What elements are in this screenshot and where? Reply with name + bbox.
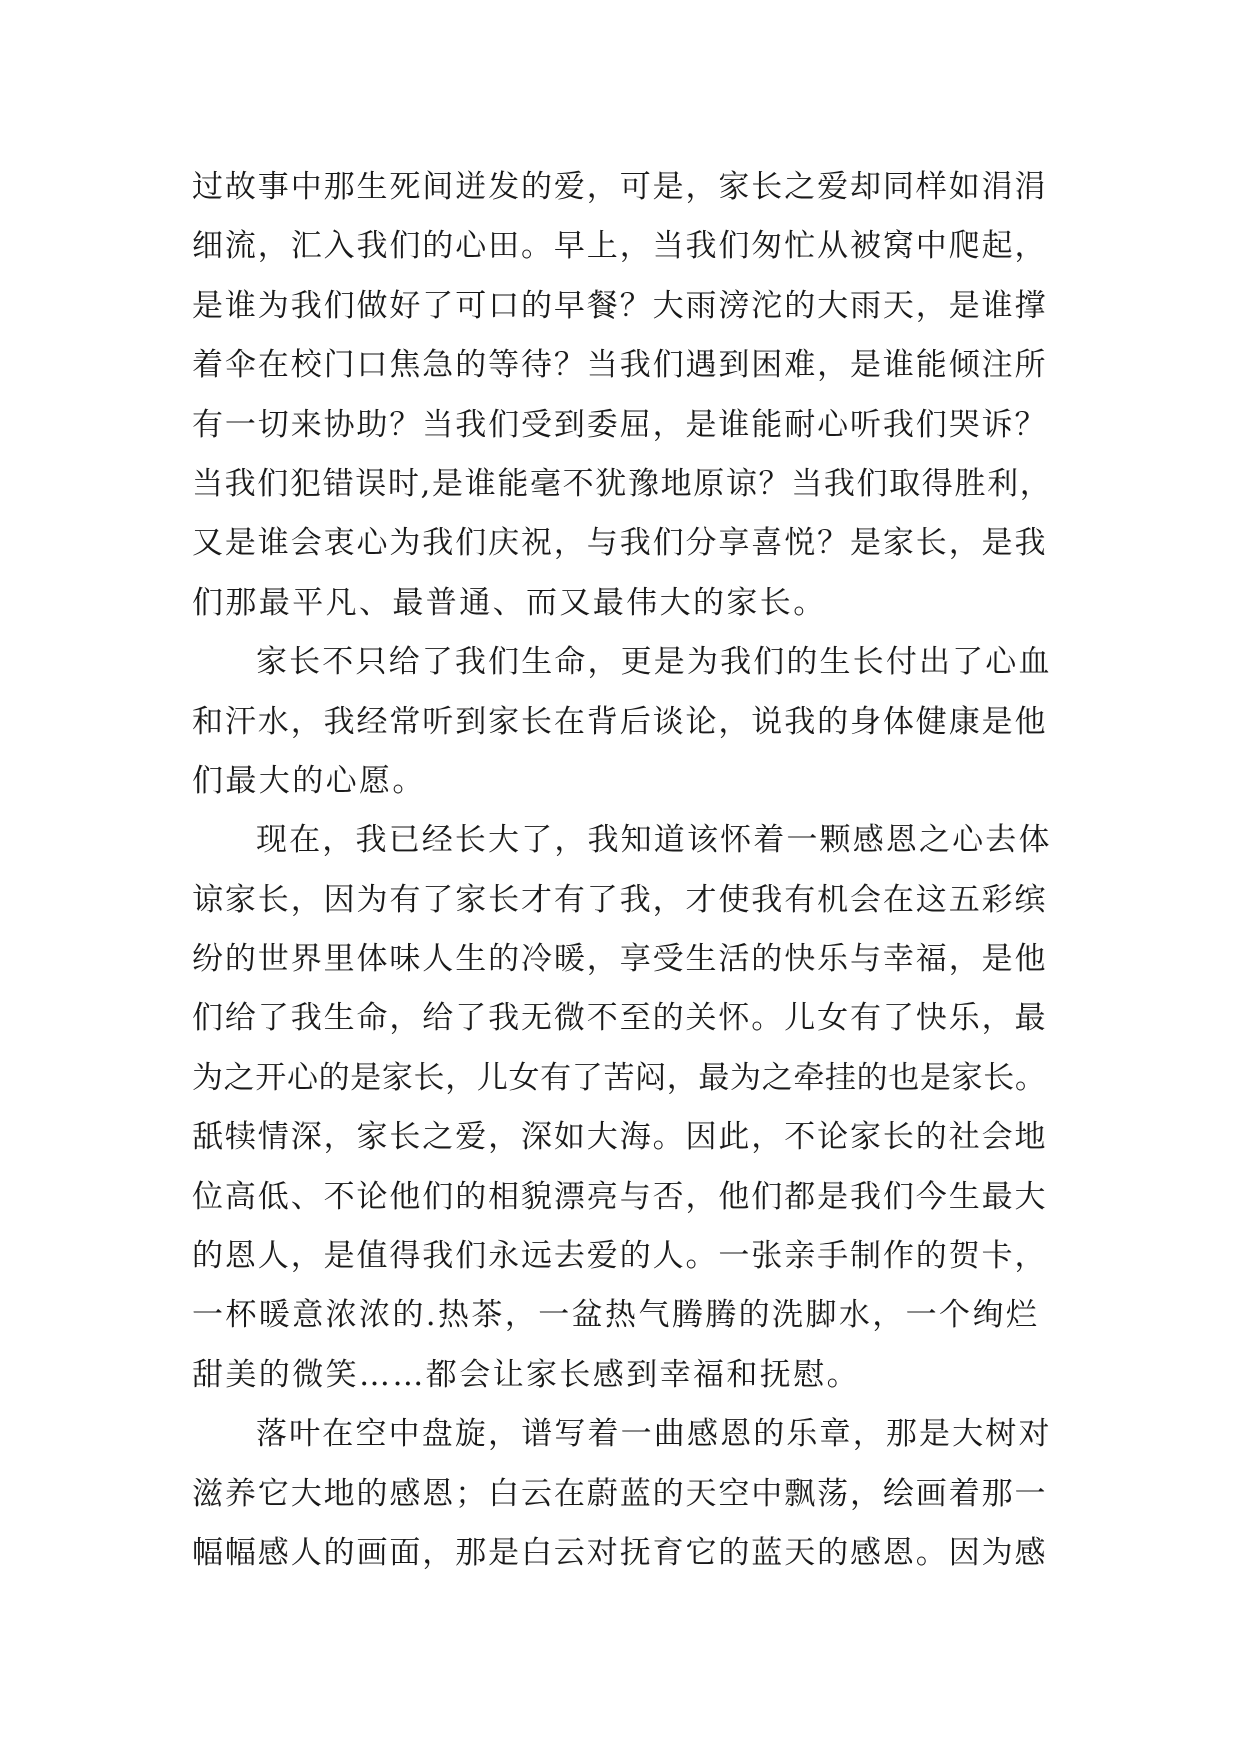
text-line-3: 是谁为我们做好了可口的早餐？大雨滂沱的大雨天，是谁撑 — [192, 287, 1048, 324]
text-line-12: 现在，我已经长大了，我知道该怀着一颗感恩之心去体 — [256, 822, 1052, 859]
text-line-8: 们那最平凡、最普通、而又最伟大的家长。 — [192, 584, 827, 621]
text-line-24: 幅幅感人的画面，那是白云对抚育它的蓝天的感恩。因为感 — [192, 1534, 1048, 1571]
text-line-6: 当我们犯错误时,是谁能毫不犹豫地原谅？当我们取得胜利， — [192, 465, 1053, 502]
text-line-15: 们给了我生命，给了我无微不至的关怀。儿女有了快乐，最 — [192, 1000, 1048, 1037]
text-line-1: 过故事中那生死间迸发的爱，可是，家长之爱却同样如涓涓 — [192, 169, 1048, 205]
text-line-18: 位高低、不论他们的相貌漂亮与否，他们都是我们今生最大 — [192, 1178, 1048, 1215]
body-text — [192, 158, 1052, 1583]
text-line-19: 的恩人，是值得我们永远去爱的人。一张亲手制作的贺卡， — [192, 1238, 1048, 1275]
text-line-13: 谅家长，因为有了家长才有了我，才使我有机会在这五彩缤 — [192, 881, 1048, 918]
text-line-4: 着伞在校门口焦急的等待？当我们遇到困难，是谁能倾注所 — [192, 347, 1048, 384]
text-line-5: 有一切来协助？当我们受到委屈，是谁能耐心听我们哭诉？ — [192, 406, 1048, 443]
text-line-11: 们最大的心愿。 — [192, 762, 426, 799]
text-line-7: 又是谁会衷心为我们庆祝，与我们分享喜悦？是家长，是我 — [192, 525, 1048, 562]
text-line-9: 家长不只给了我们生命，更是为我们的生长付出了心血 — [256, 644, 1052, 681]
text-line-14: 纷的世界里体味人生的冷暖，享受生活的快乐与幸福，是他 — [192, 941, 1048, 978]
text-line-16: 为之开心的是家长，儿女有了苦闷，最为之牵挂的也是家长。 — [192, 1059, 1047, 1096]
text-line-22: 落叶在空中盘旋，谱写着一曲感恩的乐章，那是大树对 — [256, 1416, 1052, 1453]
text-line-21: 甜美的微笑……都会让家长感到幸福和抚慰。 — [192, 1356, 860, 1393]
text-line-23: 滋养它大地的感恩；白云在蔚蓝的天空中飘荡，绘画着那一 — [192, 1475, 1048, 1512]
text-line-17: 舐犊情深，家长之爱，深如大海。因此，不论家长的社会地 — [192, 1119, 1048, 1156]
text-line-10: 和汗水，我经常听到家长在背后谈论，说我的身体健康是他 — [192, 703, 1048, 740]
text-line-2: 细流，汇入我们的心田。早上，当我们匆忙从被窝中爬起， — [192, 228, 1048, 265]
text-line-20: 一杯暖意浓浓的.热茶，一盆热气腾腾的洗脚水，一个绚烂 — [192, 1297, 1040, 1334]
